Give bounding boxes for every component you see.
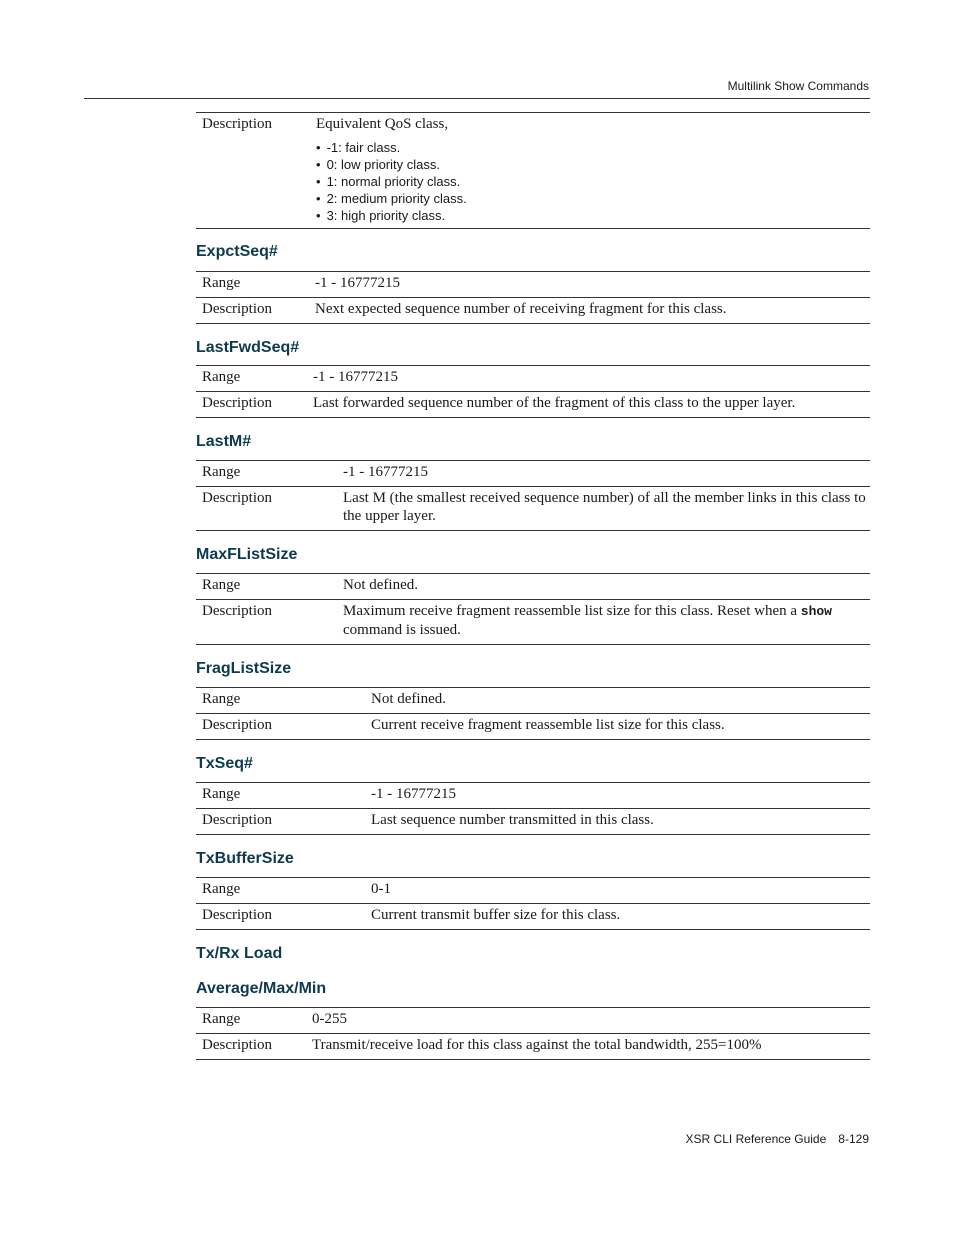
table-row <box>196 809 870 835</box>
table-row <box>196 600 870 645</box>
row-value: Current receive fragment reassemble list size for this class. <box>371 714 870 740</box>
section-heading: ExpctSeq# <box>196 243 278 260</box>
txrx-load-table <box>196 1007 870 1060</box>
row-label: Description <box>196 487 343 531</box>
show-command: show <box>800 604 832 619</box>
row-value: Last forwarded sequence number of the fragment of this class to the upper layer. <box>313 392 870 418</box>
table-row <box>196 113 870 229</box>
table-row <box>196 714 870 740</box>
table-row <box>196 783 870 809</box>
table-row <box>196 1034 870 1060</box>
section-heading: LastFwdSeq# <box>196 339 300 356</box>
row-label: Description <box>196 904 371 930</box>
row-value: Last sequence number transmitted in this class. <box>371 809 870 835</box>
table-row <box>196 366 870 392</box>
running-header: Multilink Show Commands <box>727 79 869 93</box>
table-row <box>196 461 870 487</box>
page-content <box>196 112 870 1060</box>
qos-class-text: Equivalent QoS class, <box>316 116 449 132</box>
row-label: Description <box>196 113 316 229</box>
txseq-table <box>196 782 870 835</box>
row-label: Range <box>196 574 343 600</box>
qos-class-list <box>316 139 870 224</box>
row-label: Description <box>196 809 371 835</box>
qos-class-table <box>196 112 870 229</box>
section-heading: TxBufferSize <box>196 850 294 867</box>
maxflistsize-table <box>196 573 870 645</box>
row-label: Range <box>196 878 371 904</box>
row-label: Range <box>196 783 371 809</box>
section-heading: TxSeq# <box>196 755 253 772</box>
row-value: -1 - 16777215 <box>313 366 870 392</box>
page-number: 8-129 <box>838 1132 869 1146</box>
table-row <box>196 878 870 904</box>
section-heading: FragListSize <box>196 660 292 677</box>
table-row <box>196 487 870 531</box>
row-label: Description <box>196 714 371 740</box>
list-item: • 1: normal priority class. <box>316 173 870 190</box>
list-item: • 0: low priority class. <box>316 156 870 173</box>
row-label: Range <box>196 272 315 298</box>
lastfwdseq-table <box>196 365 870 418</box>
row-value <box>343 600 870 645</box>
row-value: Not defined. <box>343 574 870 600</box>
section-heading: LastM# <box>196 433 252 450</box>
row-label: Range <box>196 1008 312 1034</box>
row-value: Next expected sequence number of receiving fragment for this class. <box>315 298 870 324</box>
row-value: Not defined. <box>371 688 870 714</box>
table-row <box>196 904 870 930</box>
table-row <box>196 272 870 298</box>
row-label: Description <box>196 392 313 418</box>
table-row <box>196 574 870 600</box>
table-row <box>196 688 870 714</box>
row-value: Transmit/receive load for this class against the total bandwidth, 255=100% <box>312 1034 870 1060</box>
row-label: Description <box>196 600 343 645</box>
row-value: -1 - 16777215 <box>371 783 870 809</box>
row-label: Range <box>196 366 313 392</box>
row-label: Range <box>196 461 343 487</box>
section-heading: MaxFListSize <box>196 546 298 563</box>
row-value: -1 - 16777215 <box>315 272 870 298</box>
lastm-table <box>196 460 870 531</box>
row-value: 0-1 <box>371 878 870 904</box>
table-row <box>196 392 870 418</box>
row-value: -1 - 16777215 <box>343 461 870 487</box>
row-value: Current transmit buffer size for this class. <box>371 904 870 930</box>
list-item: • -1: fair class. <box>316 139 870 156</box>
row-value <box>316 113 870 229</box>
page-footer <box>0 1132 869 1146</box>
expctseq-table <box>196 271 870 324</box>
fraglistsize-table <box>196 687 870 740</box>
row-label: Description <box>196 298 315 324</box>
table-row <box>196 298 870 324</box>
section-heading: Tx/Rx Load <box>196 945 283 962</box>
txbuffersize-table <box>196 877 870 930</box>
guide-title: XSR CLI Reference Guide <box>685 1132 827 1146</box>
header-rule <box>84 98 870 99</box>
desc-text: command is issued. <box>343 622 461 638</box>
list-item: • 2: medium priority class. <box>316 190 870 207</box>
row-value: Last M (the smallest received sequence number) of all the member links in this class to the upper layer. <box>343 487 870 531</box>
row-label: Description <box>196 1034 312 1060</box>
table-row <box>196 1008 870 1034</box>
section-subheading: Average/Max/Min <box>196 980 327 997</box>
row-label: Range <box>196 688 371 714</box>
list-item: • 3: high priority class. <box>316 207 870 224</box>
row-value: 0-255 <box>312 1008 870 1034</box>
desc-text: Maximum receive fragment reassemble list size for this class. Reset when a <box>343 603 798 619</box>
